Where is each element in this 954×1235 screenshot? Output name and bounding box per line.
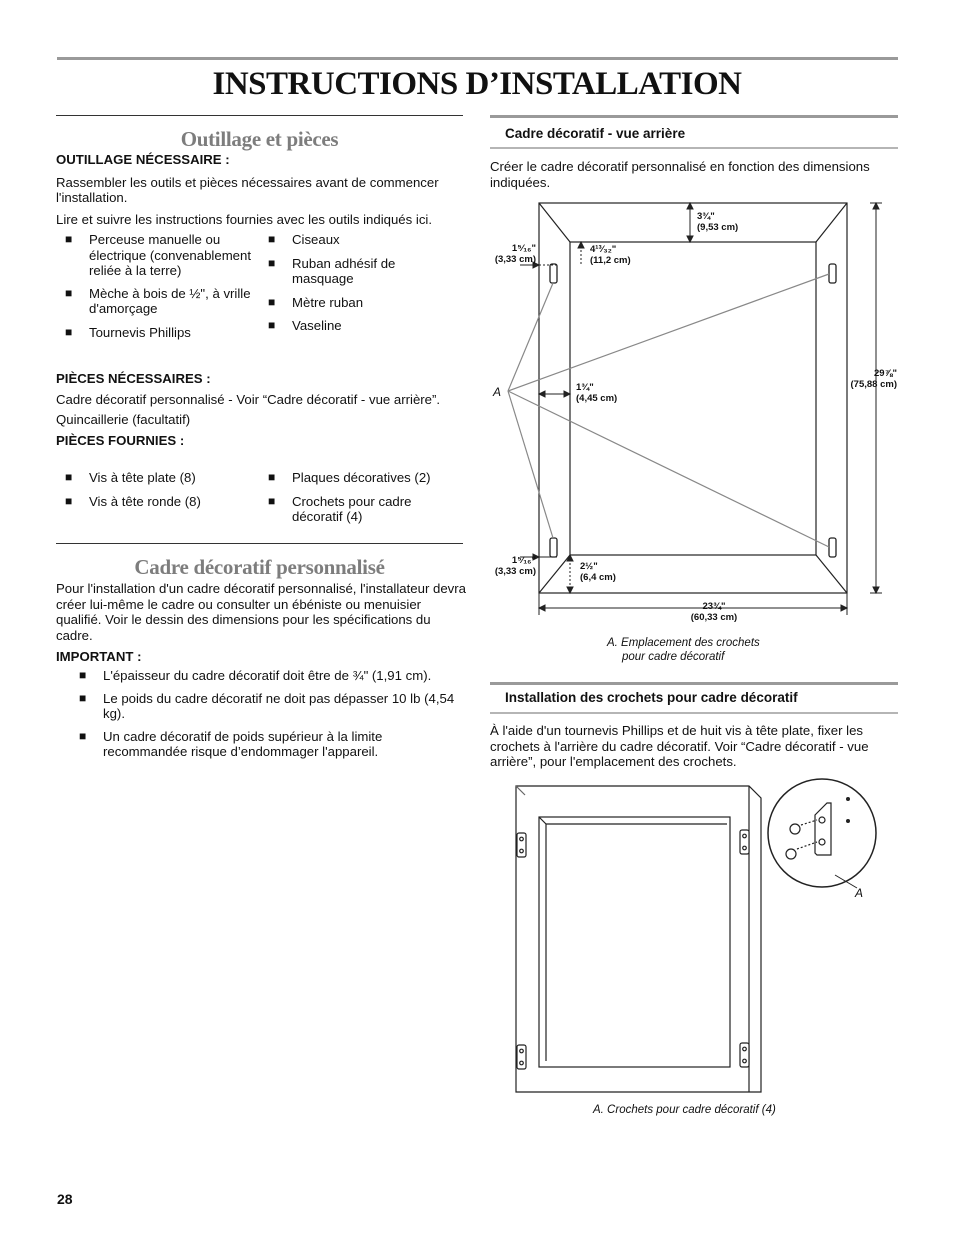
top-rule (57, 57, 898, 60)
tools-list-col2 (268, 232, 458, 334)
parts-text-2: Quincaillerie (facultatif) (56, 412, 191, 427)
supplied-list-col2 (268, 470, 458, 525)
frame-back-text: Créer le cadre décoratif personnalisé en fonction des dimensions indiquées. (490, 159, 870, 190)
dim-width: 23¾" (60,33 cm) (690, 601, 738, 623)
page-title: INSTRUCTIONS D’INSTALLATION (212, 66, 742, 102)
door-outer (516, 786, 761, 1092)
section-rule-2 (56, 543, 463, 544)
list-item: ■ Crochets pour cadre décoratif (4) (268, 493, 412, 524)
list-item: ■ Tournevis Phillips (65, 324, 191, 340)
hooks-caption: A. Crochets pour cadre décoratif (4) (593, 1104, 776, 1116)
dim-bottom: 2½" (6,4 cm) (580, 561, 616, 583)
supplied-heading: PIÈCES FOURNIES : (56, 432, 185, 448)
hook-icons (517, 830, 749, 1069)
section-title-frame: Cadre décoratif personnalisé (134, 555, 385, 579)
frame-caption: A. Emplacement des crochets pour cadre décoratif (607, 637, 760, 663)
supplied-list-col1 (65, 470, 255, 509)
hook-slot-top-right (829, 264, 836, 283)
parts-block (56, 371, 466, 448)
list-item: ■ Vis à tête ronde (8) (65, 493, 201, 509)
list-item: ■ Vis à tête plate (8) (65, 470, 196, 485)
dim-side: 1¾" (4,45 cm) (576, 382, 618, 404)
tools-block (56, 152, 466, 227)
tools-list-col1 (65, 232, 255, 340)
tools-intro-2: Lire et suivre les instructions fournies avec les outils indiqués ici. (56, 211, 433, 227)
list-item: ■ Plaques décoratives (2) (268, 470, 431, 485)
frame-section-block (56, 581, 466, 665)
dim-left-bottom: 1⁵⁄₁₆" (3,33 cm) (494, 555, 536, 577)
frame-back-title: Cadre décoratif - vue arrière (505, 126, 686, 141)
list-item: ■ Perceuse manuelle ou électrique (convenablement reliée à la terre) (65, 232, 252, 278)
list-item: ■ Mèche à bois de ½", à vrille d'amorçage (65, 285, 251, 316)
dim-top: 3¾" (9,53 cm) (697, 211, 739, 233)
list-item: ■ L'épaisseur du cadre décoratif doit être de ¾" (1,91 cm). (79, 668, 432, 683)
page-number: 28 (57, 1191, 73, 1207)
hooks-text: À l'aide d'un tournevis Phillips et de huit vis à tête plate, fixer les crochets à l'arrière du cadre décoratif. Voir “Cadre décoratif - vue arrière”, pour l'emplacement des crochets. (490, 723, 869, 769)
list-item: ■ Ciseaux (268, 232, 340, 247)
hooks-diagram (505, 775, 885, 1100)
hook-slot-top-left (550, 264, 557, 283)
callout-a-frame: A (493, 385, 502, 399)
hook-slot-bottom-left (550, 538, 557, 557)
section-rule-1 (56, 115, 463, 116)
list-item: ■ Un cadre décoratif de poids supérieur à la limite recommandée risque d’endommager l'appareil. (79, 728, 383, 759)
tools-heading: OUTILLAGE NÉCESSAIRE : (56, 152, 230, 167)
dim-inner: 4¹³⁄₃₂" (11,2 cm) (590, 244, 631, 266)
list-item: ■ Ruban adhésif de masquage (268, 255, 396, 286)
important-list (79, 668, 464, 760)
tools-intro-1: Rassembler les outils et pièces nécessaires avant de commencer l'installation. (56, 174, 439, 205)
important-heading: IMPORTANT : (56, 649, 142, 664)
list-item: ■ Mètre ruban (268, 294, 364, 310)
hooks-title: Installation des crochets pour cadre décoratif (505, 690, 798, 705)
callout-a-hooks: A (855, 886, 864, 900)
parts-text-1: Cadre décoratif personnalisé - Voir “Cadre décoratif - vue arrière”. (56, 391, 441, 407)
door-inner-panel (539, 817, 730, 1067)
list-item: ■ Le poids du cadre décoratif ne doit pas dépasser 10 lb (4,54 kg). (79, 690, 455, 721)
subsection-rule-top-2 (490, 682, 898, 685)
dim-left-top: 1⁵⁄₁₆" (3,33 cm) (494, 243, 536, 265)
parts-heading: PIÈCES NÉCESSAIRES : (56, 371, 211, 386)
subsection-rule-bottom-2 (490, 712, 898, 714)
frame-back-diagram (480, 190, 910, 630)
frame-section-text: Pour l'installation d'un cadre décoratif personnalisé, l'installateur devra créer lui-même le cadre ou consulter un ébéniste ou menuisier qualifié. Voir le dessin des dimensions pour les spécifications du cadre. (56, 581, 467, 643)
dim-height: 29⅞" (75,88 cm) (850, 368, 897, 390)
hook-slot-bottom-right (829, 538, 836, 557)
list-item: ■ Vaseline (268, 318, 342, 333)
subsection-rule-top-1 (490, 115, 898, 118)
subsection-rule-bottom-1 (490, 147, 898, 149)
section-title-tools: Outillage et pièces (180, 127, 339, 151)
